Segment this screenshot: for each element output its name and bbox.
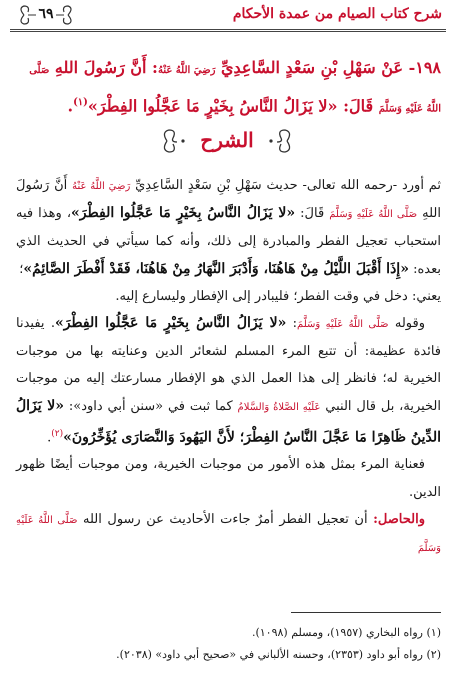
- honorific-saw: صَلَّى اللَّهُ عَلَيْهِ وَسَلَّمَ: [329, 209, 418, 221]
- running-header-title: شرح كتاب الصيام من عمدة الأحكام: [232, 6, 442, 22]
- page-number: ٦٩: [38, 6, 54, 22]
- commentary-body: [16, 172, 441, 562]
- hadith-quote-2: «إِذَا أَقْبَلَ اللَّيْلُ مِنْ هَاهُنَا، وَأَدْبَرَ النَّهَارُ مِنْ هَاهُنَا، فَقَدْ أَفْطَرَ الصَّائِمُ»: [23, 260, 409, 277]
- footnote-2: (٢) رواه أبو داود (٢٣٥٣)، وحسنه الألباني في «صحيح أبي داود» (٢٠٣٨).: [116, 648, 441, 661]
- p1-text-c: قَالَ:: [300, 206, 325, 222]
- header-divider-double: [10, 31, 446, 32]
- honorific-saw: صَلَّى اللَّهُ عَلَيْهِ وَسَلَّمَ: [297, 319, 389, 331]
- footnotes: [16, 622, 441, 666]
- p1-text-d: ، وهذا فيه استحباب تعجيل الفطر والمبادرة إلى ذلك، وأنه كما سيأتي في الحديث الذي بعده:: [16, 206, 441, 277]
- honorific-ra: رَضِيَ اللَّهُ عَنْهُ: [157, 65, 216, 76]
- paragraph-1: [16, 172, 441, 283]
- honorific-saw: صَلَّى اللَّهُ عَلَيْهِ وَسَلَّمَ: [16, 514, 441, 554]
- hadith-text-part2: قَالَ: «لا يَزَالُ النَّاسُ بِخَيْرٍ مَا عَجَّلُوا الفِطْرَ»: [87, 96, 374, 116]
- p3-text-d: كما ثبت في «سنن أبي داود»:: [68, 398, 233, 414]
- p1-text-e: ؛: [19, 261, 24, 277]
- p3-text-e: .: [47, 430, 52, 446]
- paragraph-4: فعناية المرء بمثل هذه الأمور من موجبات الخيرية، ومن موجبات أيضًا ظهور الدين.: [16, 457, 441, 500]
- paragraph-5: [16, 506, 441, 562]
- honorific-saw: صَلَّى اللَّهُ عَلَيْهِ وَسَلَّمَ: [29, 65, 441, 115]
- paragraph-3: [16, 310, 441, 451]
- footnote-ref: (٢): [51, 428, 64, 439]
- p3-text-a: وقوله: [394, 316, 425, 332]
- page-header: [10, 4, 446, 28]
- paragraph-2: يعني: دخل في وقت الفطر؛ فليبادر إلى الإفطار وليسارع إليه.: [115, 288, 441, 304]
- hadith-quote-2: «لا يَزَالُ الدِّينُ ظَاهِرًا مَا عَجَّلَ النَّاسُ الفِطْرَ؛ لأَنَّ اليَهُودَ وَالنَّصَارَى يُؤَخِّرُونَ»: [16, 397, 441, 446]
- p1-text-a: ثم أورد -رحمه الله تعالى- حديث سَهْلِ بْنِ سَعْدٍ السَّاعِدِيِّ: [135, 178, 442, 193]
- honorific-saw-2: عَلَيْهِ الصَّلاةُ وَالسَّلامُ: [237, 401, 321, 413]
- hadith-narrator: ١٩٨- عَنْ سَهْلِ بْنِ سَعْدٍ السَّاعِدِيِّ: [221, 58, 441, 77]
- hadith-quote: «لا يَزَالُ النَّاسُ بِخَيْرٍ مَا عَجَّلُوا الفِطْرَ»: [71, 205, 296, 222]
- hadith-ending: .: [67, 96, 74, 116]
- sharh-title: الشرح: [200, 128, 254, 152]
- p3-text-b: :: [292, 316, 298, 332]
- page-number-frame: [16, 4, 76, 26]
- p5-text: أن تعجيل الفطر أمرٌ جاءت الأحاديث عن رسول الله: [83, 511, 368, 527]
- hadith-text: [16, 52, 441, 125]
- footnote-ref: (١): [73, 97, 88, 108]
- p1-text-b: أَنَّ رَسُولَ اللهِ: [16, 178, 442, 222]
- sharh-heading-frame: [157, 124, 297, 158]
- footnote-1: (١) رواه البخاري (١٩٥٧)، ومسلم (١٠٩٨).: [251, 626, 441, 639]
- header-divider: [10, 29, 446, 30]
- hadith-quote: «لا يَزَالُ النَّاسُ بِخَيْرٍ مَا عَجَّلُوا الفِطْرَ»: [54, 315, 287, 332]
- summary-label: والحاصل:: [373, 511, 426, 527]
- hadith-text-part1: : أَنَّ رَسُولَ اللهِ: [54, 58, 158, 77]
- honorific-ra: رَضِيَ اللَّهُ عَنْهُ: [72, 181, 131, 192]
- p3-text-c: . يفيدنا فائدة عظيمة: أن تتبع المرء المسلم لشعائر الدين وعنايته بها من موجبات الخيرية له؛ فانظر إلى هذا العمل الذي هو الإفطار مسارعتك إليه من موجبات الخيرية، بل قال النبي: [16, 316, 442, 414]
- footnote-divider: [291, 612, 441, 613]
